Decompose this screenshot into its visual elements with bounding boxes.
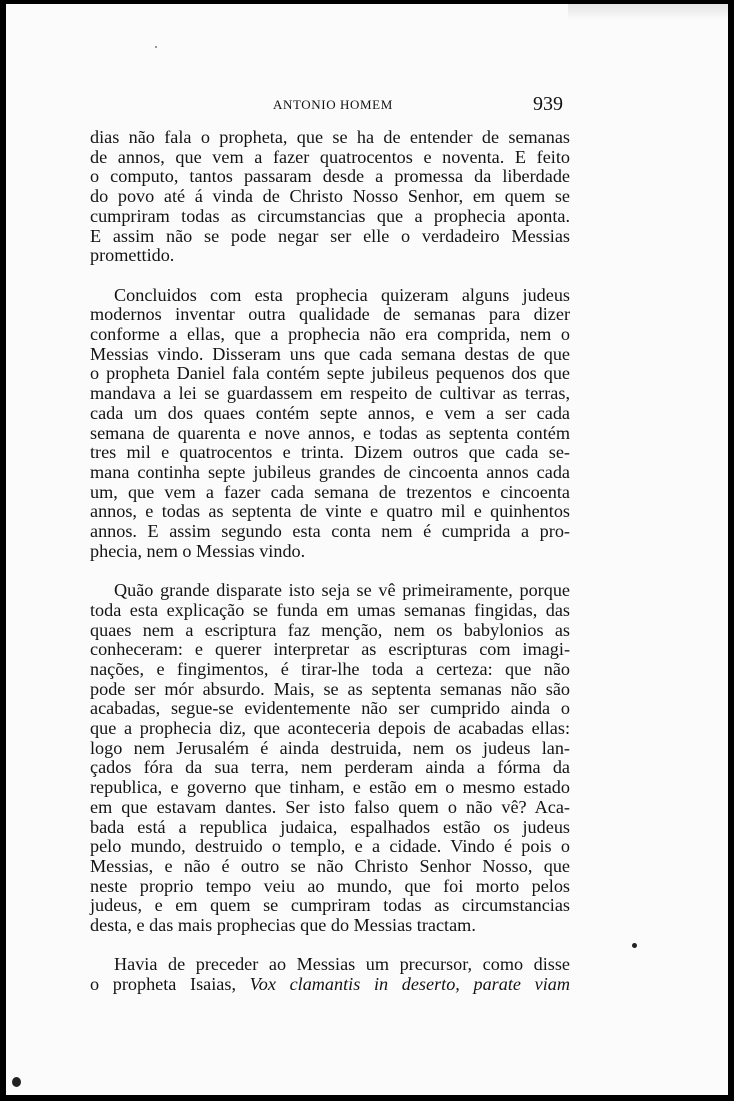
text-line: judeus, e em quem se cumpriram todas as circumstancias xyxy=(90,895,570,916)
text-line: neste proprio tempo veiu ao mundo, que foi morto pelos xyxy=(90,875,570,896)
paragraph-1 xyxy=(90,128,570,266)
text-line: nações, e fingimentos, é tirar-lhe toda a certeza: que não xyxy=(90,658,570,679)
text-line: semana de quarenta e nove annos, e todas as septenta contém xyxy=(90,422,570,443)
text-line: o computo, tantos passaram desde a promessa da liberdade xyxy=(90,166,570,187)
text-line: modernos inventar outra qualidade de semanas para dizer xyxy=(90,304,570,325)
text-line: republica, e governo que tinham, e estão em o mesmo estado xyxy=(90,777,570,798)
text-run: o propheta Isaias, xyxy=(90,974,250,995)
text-line: de annos, que vem a fazer quatrocentos e noventa. E feito xyxy=(90,146,570,167)
text-line: cumpriram todas as circumstancias que a prophecia aponta. xyxy=(90,205,570,226)
text-line: mana continha septe jubileus grandes de cincoenta annos cada xyxy=(90,461,570,482)
text-line: Quão grande disparate isto seja se vê primeiramente, porque xyxy=(114,580,570,601)
text-line: cada um dos quaes contém septe annos, e vem a ser cada xyxy=(90,402,570,423)
paragraph-2 xyxy=(90,286,570,562)
text-line: bada está a republica judaica, espalhados estão os judeus xyxy=(90,816,570,837)
scanned-page xyxy=(6,4,728,1095)
text-line: pode ser mór absurdo. Mais, se as septenta semanas não são xyxy=(90,678,570,699)
text-line: toda esta explicação se funda em umas semanas fingidas, das xyxy=(90,599,570,620)
text-line: mandava a lei se guardassem em respeito de cultivar as terras, xyxy=(90,383,570,404)
scan-edge-noise xyxy=(568,4,728,20)
text-line: que a prophecia diz, que aconteceria depois de acabadas ellas: xyxy=(90,718,570,739)
page-header xyxy=(6,93,728,123)
text-line: annos, e todas as septenta de vinte e quatro mil e quinhentos xyxy=(90,501,570,522)
text-line: em que estavam dantes. Ser isto falso quem o não vê? Aca- xyxy=(90,796,570,817)
ink-speck xyxy=(12,1077,21,1087)
text-line: E assim não se pode negar ser elle o verdadeiro Messias xyxy=(90,225,570,246)
text-line: quaes nem a escriptura faz menção, nem os babylonios as xyxy=(90,619,570,640)
text-line: Messias, e não é outro se não Christo Senhor Nosso, que xyxy=(90,855,570,876)
text-line: conforme a ellas, que a prophecia não era comprida, nem o xyxy=(90,324,570,345)
text-line: annos. E assim segundo esta conta nem é cumprida a pro- xyxy=(90,521,570,542)
text-line: dias não fala o propheta, que se ha de entender de semanas xyxy=(90,127,570,147)
body-text xyxy=(90,128,570,995)
text-line: Messias vindo. Disseram uns que cada semana destas de que xyxy=(90,343,570,364)
text-line: phecia, nem o Messias vindo. xyxy=(90,540,306,561)
text-line-with-quote xyxy=(90,975,570,995)
text-line: desta, e das mais prophecias que do Messias tractam. xyxy=(90,915,476,936)
text-line: um, que vem a fazer cada semana de trezentos e cincoenta xyxy=(90,481,570,502)
ink-speck xyxy=(155,46,157,48)
text-line: do povo até á vinda de Christo Nosso Senhor, em quem se xyxy=(90,186,570,207)
latin-quotation: Vox clamantis in deserto, parate viam xyxy=(249,974,570,995)
running-head: ANTONIO HOMEM xyxy=(273,97,393,112)
page-number: 939 xyxy=(533,93,563,115)
text-line: tres mil e quatrocentos e trinta. Dizem outros que cada se- xyxy=(90,442,570,463)
text-line: acabadas, segue-se evidentemente não ser cumprido ainda o xyxy=(90,698,570,719)
paragraph-3 xyxy=(90,581,570,936)
text-line: Concluidos com esta prophecia quizeram alguns judeus xyxy=(114,284,570,305)
paragraph-4 xyxy=(90,955,570,994)
text-line: çados fóra da sua terra, nem perderam ainda a fórma da xyxy=(90,757,570,778)
text-line: conheceram: e querer interpretar as escripturas com imagi- xyxy=(90,639,570,660)
text-line: promettido. xyxy=(90,245,175,266)
text-line: logo nem Jerusalém é ainda destruida, nem os judeus lan- xyxy=(90,737,570,758)
text-line: pelo mundo, destruido o templo, e a cidade. Vindo é pois o xyxy=(90,836,570,857)
ink-speck xyxy=(632,943,637,948)
text-line: o propheta Daniel fala contém septe jubileus pequenos dos que xyxy=(90,363,570,384)
text-line: Havia de preceder ao Messias um precursor, como disse xyxy=(114,954,570,975)
